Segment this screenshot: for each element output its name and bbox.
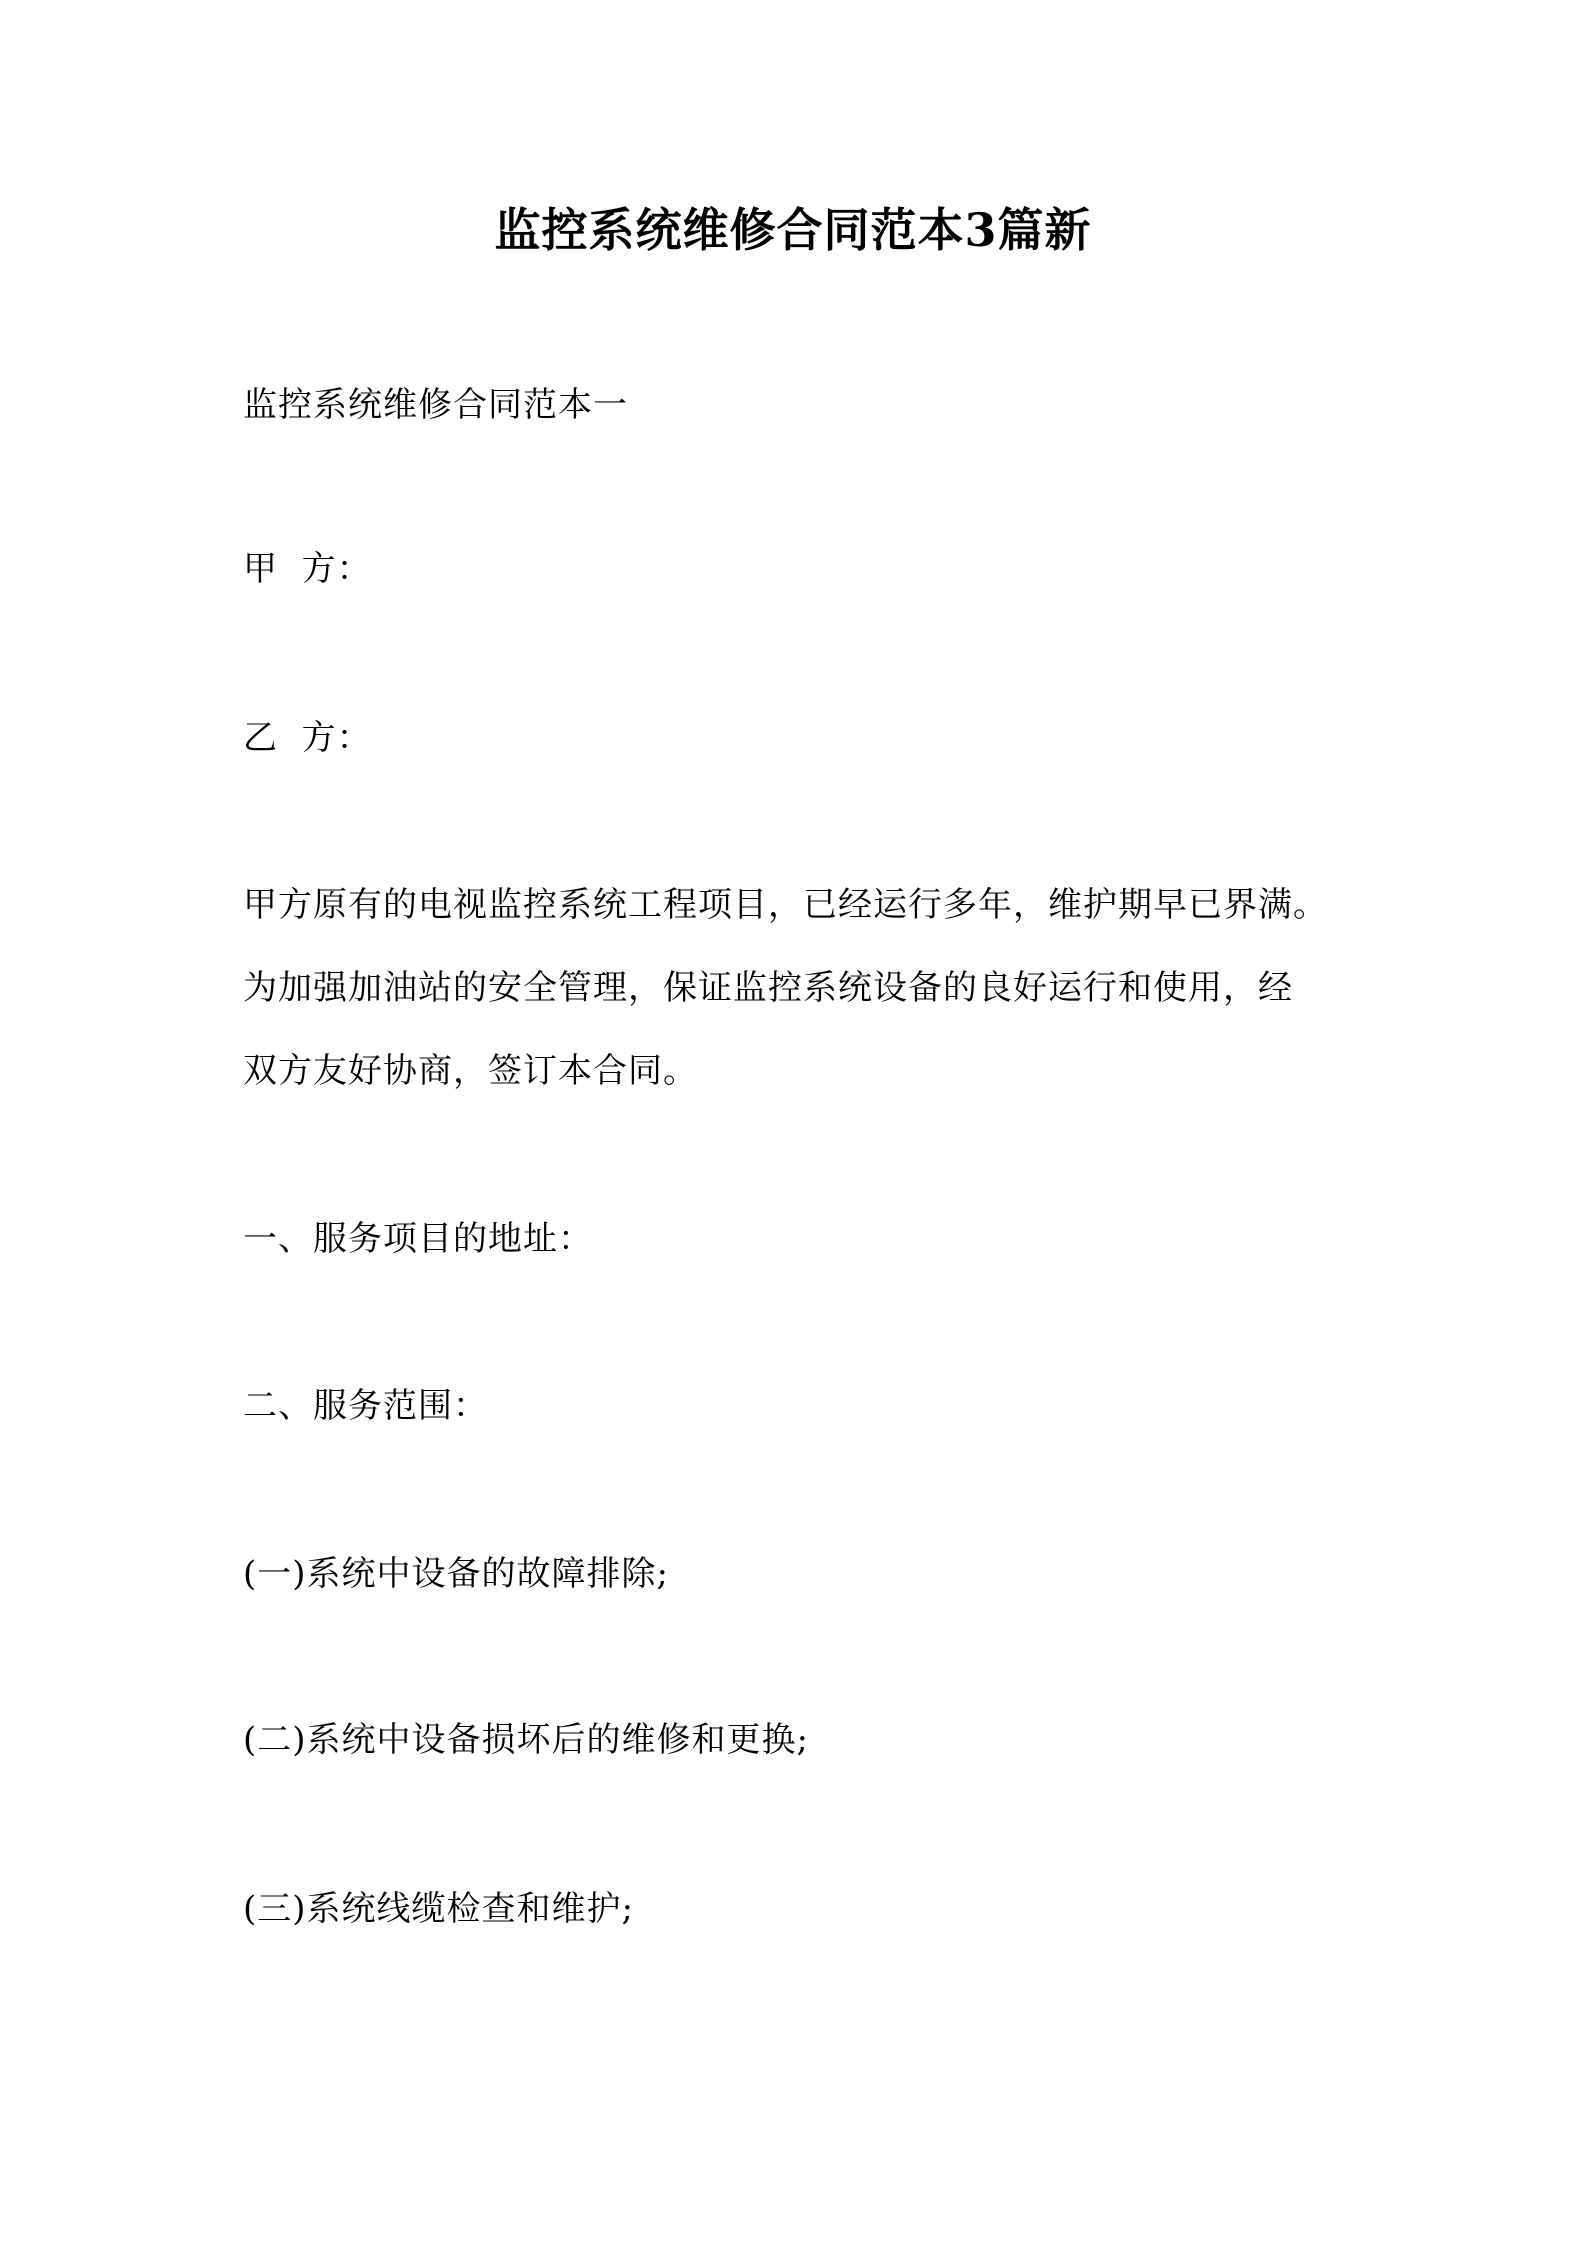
scope-item-3: (三)系统线缆检查和维护; xyxy=(243,1889,634,1929)
section-heading-address: 一、服务项目的地址： xyxy=(243,1219,593,1259)
contract-subtitle: 监控系统维修合同范本一 xyxy=(243,385,628,425)
party-a-label: 甲 方： xyxy=(243,549,372,589)
intro-line: 双方友好协商，签订本合同。 xyxy=(243,1051,698,1091)
intro-line: 为加强加油站的安全管理，保证监控系统设备的良好运行和使用，经 xyxy=(243,968,1293,1008)
party-b-label: 乙 方： xyxy=(243,718,372,758)
intro-line: 甲方原有的电视监控系统工程项目，已经运行多年，维护期早已界满。 xyxy=(243,885,1328,925)
section-heading-scope: 二、服务范围： xyxy=(243,1386,488,1426)
scope-item-1: (一)系统中设备的故障排除; xyxy=(243,1554,669,1594)
scope-item-2: (二)系统中设备损坏后的维修和更换; xyxy=(243,1720,809,1760)
intro-paragraph xyxy=(243,864,1373,1113)
document-title: 监控系统维修合同范本3篇新 xyxy=(494,203,1092,257)
